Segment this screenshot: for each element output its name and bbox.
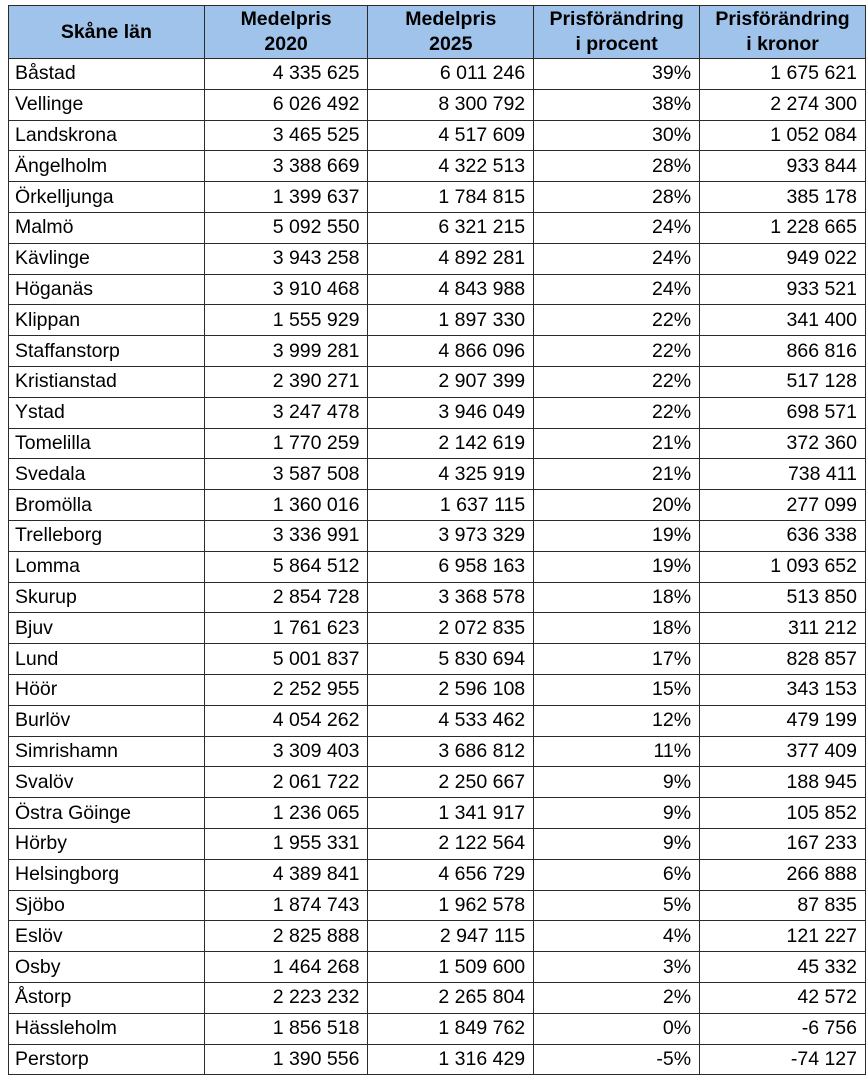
cell-avg-price-2025: 4 517 609 bbox=[368, 120, 534, 151]
cell-avg-price-2025: 1 897 330 bbox=[368, 305, 534, 336]
cell-avg-price-2020: 6 026 492 bbox=[204, 89, 368, 120]
cell-change-kronor: 372 360 bbox=[700, 428, 866, 459]
cell-avg-price-2025: 2 122 564 bbox=[368, 828, 534, 859]
table-row bbox=[9, 490, 866, 521]
cell-avg-price-2020: 2 390 271 bbox=[204, 366, 368, 397]
cell-avg-price-2020: 3 587 508 bbox=[204, 459, 368, 490]
cell-municipality: Perstorp bbox=[9, 1044, 205, 1075]
cell-change-percent: 19% bbox=[534, 551, 700, 582]
cell-change-percent: 20% bbox=[534, 490, 700, 521]
table-row bbox=[9, 921, 866, 952]
cell-change-percent: 39% bbox=[534, 59, 700, 90]
cell-avg-price-2025: 5 830 694 bbox=[368, 644, 534, 675]
cell-avg-price-2025: 2 250 667 bbox=[368, 767, 534, 798]
table-row bbox=[9, 674, 866, 705]
cell-avg-price-2020: 3 388 669 bbox=[204, 151, 368, 182]
cell-avg-price-2020: 2 825 888 bbox=[204, 921, 368, 952]
cell-municipality: Höganäs bbox=[9, 274, 205, 305]
cell-change-percent: 28% bbox=[534, 151, 700, 182]
cell-change-kronor: 933 521 bbox=[700, 274, 866, 305]
table-row bbox=[9, 151, 866, 182]
table-row bbox=[9, 59, 866, 90]
cell-municipality: Bromölla bbox=[9, 490, 205, 521]
table-row bbox=[9, 828, 866, 859]
cell-change-kronor: 513 850 bbox=[700, 582, 866, 613]
header-line: 2020 bbox=[264, 33, 308, 55]
cell-avg-price-2020: 1 555 929 bbox=[204, 305, 368, 336]
cell-change-percent: 22% bbox=[534, 397, 700, 428]
table-row bbox=[9, 182, 866, 213]
cell-municipality: Östra Göinge bbox=[9, 798, 205, 829]
cell-change-kronor: 343 153 bbox=[700, 674, 866, 705]
table-row bbox=[9, 459, 866, 490]
cell-avg-price-2025: 3 946 049 bbox=[368, 397, 534, 428]
cell-change-kronor: 385 178 bbox=[700, 182, 866, 213]
table-row bbox=[9, 520, 866, 551]
cell-avg-price-2025: 4 322 513 bbox=[368, 151, 534, 182]
table-row bbox=[9, 274, 866, 305]
cell-municipality: Osby bbox=[9, 952, 205, 983]
cell-change-percent: 19% bbox=[534, 520, 700, 551]
cell-change-percent: 21% bbox=[534, 428, 700, 459]
table-row bbox=[9, 243, 866, 274]
cell-change-percent: 4% bbox=[534, 921, 700, 952]
cell-change-kronor: 828 857 bbox=[700, 644, 866, 675]
cell-change-percent: 9% bbox=[534, 767, 700, 798]
table-row bbox=[9, 397, 866, 428]
cell-avg-price-2025: 6 011 246 bbox=[368, 59, 534, 90]
cell-change-percent: 21% bbox=[534, 459, 700, 490]
cell-change-kronor: 45 332 bbox=[700, 952, 866, 983]
cell-avg-price-2025: 8 300 792 bbox=[368, 89, 534, 120]
cell-change-kronor: 698 571 bbox=[700, 397, 866, 428]
cell-change-kronor: 266 888 bbox=[700, 859, 866, 890]
cell-municipality: Örkelljunga bbox=[9, 182, 205, 213]
cell-avg-price-2025: 1 962 578 bbox=[368, 890, 534, 921]
header-line: Prisförändring bbox=[549, 8, 684, 30]
cell-avg-price-2020: 1 856 518 bbox=[204, 1013, 368, 1044]
table-row bbox=[9, 890, 866, 921]
cell-change-percent: 22% bbox=[534, 366, 700, 397]
cell-avg-price-2020: 5 092 550 bbox=[204, 212, 368, 243]
table-row bbox=[9, 644, 866, 675]
cell-change-kronor: 121 227 bbox=[700, 921, 866, 952]
cell-change-percent: 24% bbox=[534, 243, 700, 274]
table-row bbox=[9, 613, 866, 644]
cell-avg-price-2025: 4 866 096 bbox=[368, 336, 534, 367]
table-row bbox=[9, 428, 866, 459]
cell-avg-price-2025: 4 656 729 bbox=[368, 859, 534, 890]
cell-municipality: Staffanstorp bbox=[9, 336, 205, 367]
cell-avg-price-2025: 1 316 429 bbox=[368, 1044, 534, 1075]
cell-change-kronor: 1 052 084 bbox=[700, 120, 866, 151]
cell-change-kronor: 311 212 bbox=[700, 613, 866, 644]
cell-municipality: Höör bbox=[9, 674, 205, 705]
cell-change-percent: -5% bbox=[534, 1044, 700, 1075]
cell-change-kronor: 933 844 bbox=[700, 151, 866, 182]
cell-avg-price-2020: 4 054 262 bbox=[204, 705, 368, 736]
header-change-percent bbox=[534, 6, 700, 59]
cell-avg-price-2020: 2 223 232 bbox=[204, 982, 368, 1013]
header-row bbox=[9, 6, 866, 59]
cell-avg-price-2025: 4 892 281 bbox=[368, 243, 534, 274]
table-row bbox=[9, 952, 866, 983]
cell-avg-price-2020: 3 910 468 bbox=[204, 274, 368, 305]
cell-municipality: Bjuv bbox=[9, 613, 205, 644]
price-table-container bbox=[8, 5, 866, 1075]
cell-avg-price-2020: 2 854 728 bbox=[204, 582, 368, 613]
cell-change-kronor: 87 835 bbox=[700, 890, 866, 921]
cell-avg-price-2020: 3 999 281 bbox=[204, 336, 368, 367]
cell-avg-price-2020: 1 399 637 bbox=[204, 182, 368, 213]
cell-avg-price-2025: 4 843 988 bbox=[368, 274, 534, 305]
cell-municipality: Svalöv bbox=[9, 767, 205, 798]
cell-municipality: Burlöv bbox=[9, 705, 205, 736]
table-row bbox=[9, 736, 866, 767]
cell-municipality: Sjöbo bbox=[9, 890, 205, 921]
cell-avg-price-2020: 1 874 743 bbox=[204, 890, 368, 921]
cell-municipality: Helsingborg bbox=[9, 859, 205, 890]
header-line: 2025 bbox=[429, 33, 473, 55]
cell-avg-price-2020: 1 360 016 bbox=[204, 490, 368, 521]
header-avg-price-2025 bbox=[368, 6, 534, 59]
cell-change-kronor: 1 675 621 bbox=[700, 59, 866, 90]
cell-municipality: Hörby bbox=[9, 828, 205, 859]
cell-avg-price-2025: 2 072 835 bbox=[368, 613, 534, 644]
cell-avg-price-2020: 1 236 065 bbox=[204, 798, 368, 829]
header-change-kronor bbox=[700, 6, 866, 59]
cell-change-percent: 24% bbox=[534, 274, 700, 305]
cell-avg-price-2020: 2 061 722 bbox=[204, 767, 368, 798]
cell-municipality: Svedala bbox=[9, 459, 205, 490]
cell-change-kronor: 341 400 bbox=[700, 305, 866, 336]
cell-change-percent: 2% bbox=[534, 982, 700, 1013]
table-row bbox=[9, 366, 866, 397]
cell-avg-price-2020: 4 389 841 bbox=[204, 859, 368, 890]
header-line: Medelpris bbox=[240, 8, 332, 30]
table-row bbox=[9, 798, 866, 829]
cell-change-percent: 30% bbox=[534, 120, 700, 151]
header-line: Medelpris bbox=[405, 8, 497, 30]
cell-change-kronor: 1 228 665 bbox=[700, 212, 866, 243]
cell-change-percent: 38% bbox=[534, 89, 700, 120]
cell-avg-price-2020: 5 864 512 bbox=[204, 551, 368, 582]
cell-change-kronor: 377 409 bbox=[700, 736, 866, 767]
cell-avg-price-2025: 3 368 578 bbox=[368, 582, 534, 613]
cell-change-percent: 0% bbox=[534, 1013, 700, 1044]
cell-avg-price-2025: 2 265 804 bbox=[368, 982, 534, 1013]
cell-municipality: Hässleholm bbox=[9, 1013, 205, 1044]
table-row bbox=[9, 305, 866, 336]
cell-change-kronor: 277 099 bbox=[700, 490, 866, 521]
cell-change-kronor: 42 572 bbox=[700, 982, 866, 1013]
cell-avg-price-2020: 2 252 955 bbox=[204, 674, 368, 705]
cell-change-kronor: 949 022 bbox=[700, 243, 866, 274]
cell-avg-price-2025: 6 958 163 bbox=[368, 551, 534, 582]
cell-change-percent: 24% bbox=[534, 212, 700, 243]
cell-municipality: Kristianstad bbox=[9, 366, 205, 397]
cell-avg-price-2020: 1 464 268 bbox=[204, 952, 368, 983]
header-line: i kronor bbox=[746, 33, 819, 55]
table-row bbox=[9, 982, 866, 1013]
cell-municipality: Klippan bbox=[9, 305, 205, 336]
cell-change-kronor: 517 128 bbox=[700, 366, 866, 397]
cell-avg-price-2020: 3 465 525 bbox=[204, 120, 368, 151]
cell-change-percent: 12% bbox=[534, 705, 700, 736]
cell-avg-price-2025: 3 686 812 bbox=[368, 736, 534, 767]
cell-change-percent: 9% bbox=[534, 798, 700, 829]
cell-avg-price-2025: 1 509 600 bbox=[368, 952, 534, 983]
cell-change-kronor: -6 756 bbox=[700, 1013, 866, 1044]
cell-avg-price-2025: 2 596 108 bbox=[368, 674, 534, 705]
header-line: Skåne län bbox=[60, 20, 152, 43]
cell-municipality: Lomma bbox=[9, 551, 205, 582]
cell-municipality: Kävlinge bbox=[9, 243, 205, 274]
cell-municipality: Skurup bbox=[9, 582, 205, 613]
cell-avg-price-2025: 4 533 462 bbox=[368, 705, 534, 736]
cell-change-percent: 6% bbox=[534, 859, 700, 890]
cell-avg-price-2025: 3 973 329 bbox=[368, 520, 534, 551]
cell-change-percent: 17% bbox=[534, 644, 700, 675]
table-row bbox=[9, 89, 866, 120]
cell-municipality: Lund bbox=[9, 644, 205, 675]
cell-change-percent: 22% bbox=[534, 336, 700, 367]
cell-change-kronor: 1 093 652 bbox=[700, 551, 866, 582]
cell-change-kronor: 866 816 bbox=[700, 336, 866, 367]
cell-change-percent: 11% bbox=[534, 736, 700, 767]
cell-change-kronor: 105 852 bbox=[700, 798, 866, 829]
cell-municipality: Åstorp bbox=[9, 982, 205, 1013]
table-row bbox=[9, 212, 866, 243]
cell-avg-price-2020: 3 336 991 bbox=[204, 520, 368, 551]
cell-avg-price-2025: 4 325 919 bbox=[368, 459, 534, 490]
header-avg-price-2020 bbox=[204, 6, 368, 59]
cell-avg-price-2020: 1 955 331 bbox=[204, 828, 368, 859]
table-row bbox=[9, 705, 866, 736]
cell-avg-price-2025: 2 907 399 bbox=[368, 366, 534, 397]
cell-avg-price-2020: 1 770 259 bbox=[204, 428, 368, 459]
cell-change-kronor: -74 127 bbox=[700, 1044, 866, 1075]
header-municipality bbox=[9, 6, 205, 59]
cell-avg-price-2025: 1 341 917 bbox=[368, 798, 534, 829]
header-line: Prisförändring bbox=[715, 8, 850, 30]
table-row bbox=[9, 551, 866, 582]
table-row bbox=[9, 336, 866, 367]
cell-avg-price-2020: 3 247 478 bbox=[204, 397, 368, 428]
table-row bbox=[9, 767, 866, 798]
cell-municipality: Eslöv bbox=[9, 921, 205, 952]
cell-change-percent: 9% bbox=[534, 828, 700, 859]
cell-avg-price-2020: 3 309 403 bbox=[204, 736, 368, 767]
cell-change-kronor: 2 274 300 bbox=[700, 89, 866, 120]
cell-avg-price-2025: 1 637 115 bbox=[368, 490, 534, 521]
cell-avg-price-2020: 5 001 837 bbox=[204, 644, 368, 675]
table-row bbox=[9, 1044, 866, 1075]
table-row bbox=[9, 582, 866, 613]
cell-change-percent: 28% bbox=[534, 182, 700, 213]
table-body bbox=[9, 59, 866, 1075]
cell-change-percent: 5% bbox=[534, 890, 700, 921]
table-row bbox=[9, 1013, 866, 1044]
cell-change-percent: 15% bbox=[534, 674, 700, 705]
table-row bbox=[9, 120, 866, 151]
table-row bbox=[9, 859, 866, 890]
header-line: i procent bbox=[575, 33, 658, 55]
cell-municipality: Tomelilla bbox=[9, 428, 205, 459]
cell-avg-price-2020: 4 335 625 bbox=[204, 59, 368, 90]
cell-change-percent: 18% bbox=[534, 613, 700, 644]
cell-municipality: Landskrona bbox=[9, 120, 205, 151]
cell-change-kronor: 167 233 bbox=[700, 828, 866, 859]
cell-avg-price-2020: 1 761 623 bbox=[204, 613, 368, 644]
cell-municipality: Trelleborg bbox=[9, 520, 205, 551]
cell-avg-price-2025: 6 321 215 bbox=[368, 212, 534, 243]
cell-municipality: Simrishamn bbox=[9, 736, 205, 767]
cell-change-kronor: 636 338 bbox=[700, 520, 866, 551]
cell-change-percent: 22% bbox=[534, 305, 700, 336]
cell-change-kronor: 738 411 bbox=[700, 459, 866, 490]
cell-avg-price-2025: 1 849 762 bbox=[368, 1013, 534, 1044]
cell-change-percent: 18% bbox=[534, 582, 700, 613]
table-header bbox=[9, 6, 866, 59]
cell-avg-price-2025: 1 784 815 bbox=[368, 182, 534, 213]
price-table bbox=[8, 5, 866, 1075]
cell-avg-price-2025: 2 142 619 bbox=[368, 428, 534, 459]
cell-municipality: Ängelholm bbox=[9, 151, 205, 182]
cell-avg-price-2025: 2 947 115 bbox=[368, 921, 534, 952]
cell-municipality: Ystad bbox=[9, 397, 205, 428]
cell-avg-price-2020: 3 943 258 bbox=[204, 243, 368, 274]
cell-avg-price-2020: 1 390 556 bbox=[204, 1044, 368, 1075]
cell-change-percent: 3% bbox=[534, 952, 700, 983]
cell-change-kronor: 479 199 bbox=[700, 705, 866, 736]
cell-change-kronor: 188 945 bbox=[700, 767, 866, 798]
cell-municipality: Vellinge bbox=[9, 89, 205, 120]
cell-municipality: Malmö bbox=[9, 212, 205, 243]
cell-municipality: Båstad bbox=[9, 59, 205, 90]
